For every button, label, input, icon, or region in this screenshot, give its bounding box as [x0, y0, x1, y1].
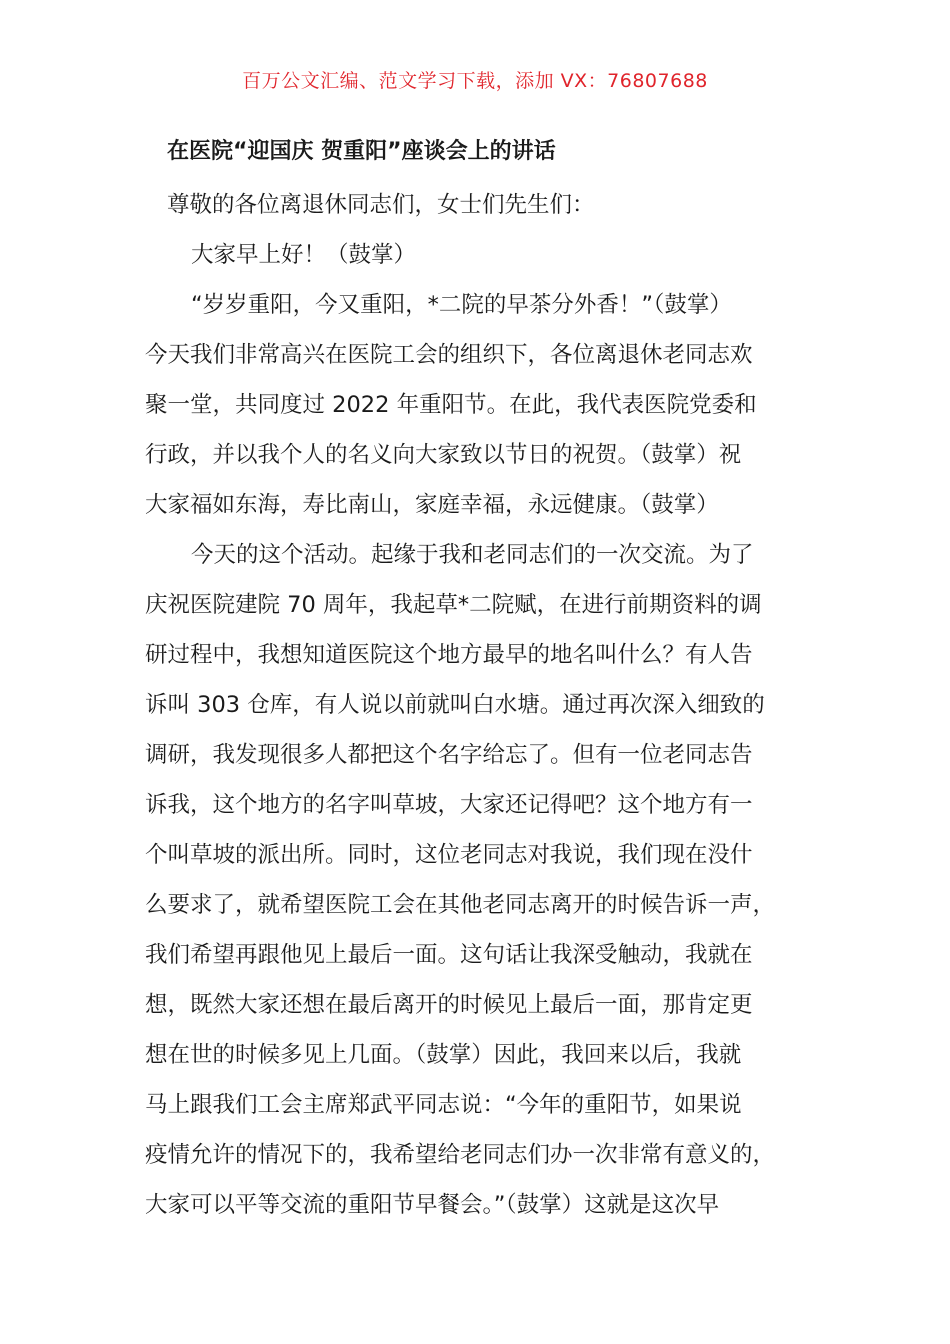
paragraph-line: “岁岁重阳，今又重阳，*二院的早茶分外香！”（鼓掌）: [191, 292, 732, 318]
paragraph-line: 个叫草坡的派出所。同时，这位老同志对我说，我们现在没什: [145, 842, 753, 868]
paragraph-line: 想，既然大家还想在最后离开的时候见上最后一面，那肯定更: [145, 992, 753, 1018]
paragraph-line: 聚一堂，共同度过 2022 年重阳节。在此，我代表医院党委和: [145, 392, 757, 418]
paragraph-line: 大家早上好！（鼓掌）: [191, 242, 417, 268]
paragraph-story: [145, 530, 810, 1230]
paragraph-greeting: [145, 230, 810, 280]
paragraph-line: 今天的这个活动。起缘于我和老同志们的一次交流。为了: [191, 542, 754, 568]
paragraph-line: 今天我们非常高兴在医院工会的组织下，各位离退休老同志欢: [145, 342, 753, 368]
salutation: 尊敬的各位离退休同志们，女士们先生们：: [167, 192, 595, 218]
document-title: 在医院“迎国庆 贺重阳”座谈会上的讲话: [167, 139, 556, 164]
paragraph-line: 研过程中，我想知道医院这个地方最早的地名叫什么？有人告: [145, 642, 753, 668]
paragraph-line: 大家福如东海，寿比南山，家庭幸福，永远健康。（鼓掌）: [145, 492, 719, 518]
paragraph-line: 么要求了，就希望医院工会在其他老同志离开的时候告诉一声，: [145, 892, 776, 918]
paragraph-line: 疫情允许的情况下的，我希望给老同志们办一次非常有意义的，: [145, 1142, 776, 1168]
paragraph-line: 行政，并以我个人的名义向大家致以节日的祝贺。（鼓掌）祝: [145, 442, 742, 468]
paragraph-line: 大家可以平等交流的重阳节早餐会。”（鼓掌）这就是这次早: [145, 1192, 720, 1218]
paragraph-line: 诉叫 303 仓库，有人说以前就叫白水塘。通过再次深入细致的: [145, 692, 765, 718]
header-banner: 百万公文汇编、范文学习下载，添加 VX：76807688: [242, 70, 708, 92]
paragraph-line: 想在世的时候多见上几面。（鼓掌）因此，我回来以后，我就: [145, 1042, 742, 1068]
paragraph-line: 马上跟我们工会主席郑武平同志说：“今年的重阳节，如果说: [145, 1092, 742, 1118]
paragraph-line: 诉我，这个地方的名字叫草坡，大家还记得吧？这个地方有一: [145, 792, 753, 818]
paragraph-opening: [145, 280, 810, 530]
paragraph-line: 庆祝医院建院 70 周年，我起草*二院赋，在进行前期资料的调: [145, 592, 762, 618]
paragraph-line: 调研，我发现很多人都把这个名字给忘了。但有一位老同志告: [145, 742, 753, 768]
paragraph-line: 我们希望再跟他见上最后一面。这句话让我深受触动，我就在: [145, 942, 753, 968]
document-body: [145, 130, 810, 1230]
